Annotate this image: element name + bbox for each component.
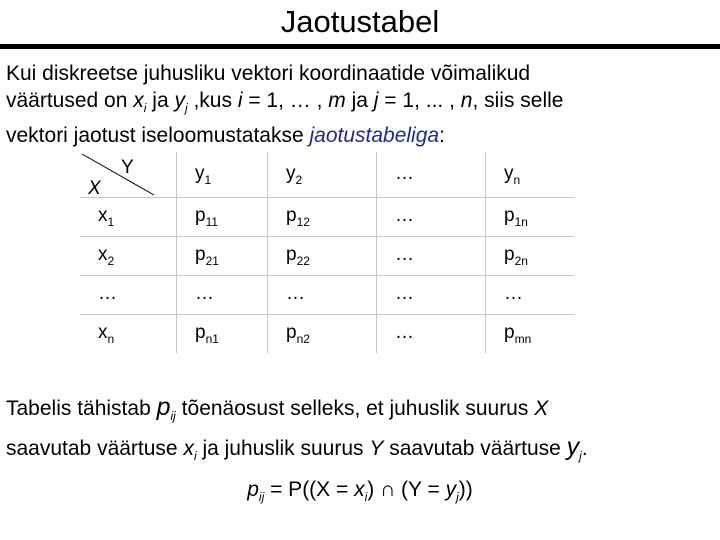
row-label — [80, 315, 177, 354]
cell-sub: n2 — [296, 331, 310, 346]
text: = P((X = — [264, 478, 355, 501]
cell-base: y — [504, 162, 514, 184]
var-p: p — [247, 478, 259, 501]
text: = 1, … , — [242, 89, 329, 112]
cell-sub: mn — [514, 331, 532, 346]
intro-line-1: Kui diskreetse juhusliku vektori koordinaatide võimalikud — [6, 62, 531, 85]
cell-base: … — [395, 283, 414, 305]
var-y: y — [566, 433, 580, 462]
var-y: y — [174, 89, 185, 112]
table-cell — [486, 237, 575, 276]
cell-sub: n — [107, 331, 115, 346]
sub-i: i — [143, 101, 147, 116]
var-n: n — [460, 89, 473, 112]
var-x: x — [354, 478, 365, 501]
text: : — [439, 124, 445, 148]
sub-j: j — [184, 101, 188, 116]
table-row — [80, 198, 574, 237]
row-label — [80, 198, 177, 237]
title-divider — [0, 44, 720, 49]
table-cell — [268, 198, 377, 237]
corner-cell — [80, 152, 177, 198]
text: ,kus — [187, 89, 238, 112]
text: vektori jaotust iseloomustatakse — [6, 124, 310, 148]
jaotustabel-link[interactable]: jaotustabeliga — [309, 124, 440, 148]
table-cell — [177, 237, 268, 276]
cell-sub: 1 — [107, 214, 115, 229]
table-cell — [486, 198, 575, 237]
cell-sub: 2n — [514, 253, 528, 268]
text: )) — [458, 478, 473, 501]
cell-base: p — [504, 205, 515, 227]
table-row — [80, 276, 574, 315]
cell-base: … — [504, 283, 523, 305]
cell-base: … — [195, 283, 214, 305]
text: ja juhuslik suurus — [196, 437, 370, 461]
var-y: y — [445, 478, 457, 501]
cell-base: p — [286, 205, 297, 227]
cell-sub: 1n — [514, 214, 528, 229]
cell-base: … — [98, 283, 117, 305]
text: ) — [367, 478, 381, 501]
table-cell — [377, 198, 486, 237]
cell-base: p — [195, 244, 206, 266]
text: = 1, ... , — [378, 89, 461, 112]
header-cell — [377, 152, 486, 198]
table-cell — [377, 276, 486, 315]
cell-sub: 1 — [204, 172, 212, 187]
table-cell — [177, 198, 268, 237]
table-row — [80, 315, 574, 354]
text: ja — [146, 89, 175, 112]
table-cell — [486, 276, 575, 315]
cell-base: x — [98, 244, 108, 266]
corner-y-label: Y — [121, 157, 134, 178]
table-cell — [268, 315, 377, 354]
table-cell — [268, 237, 377, 276]
text: ja — [345, 89, 374, 112]
text: , siis selle — [472, 89, 564, 112]
cell-base: … — [395, 244, 414, 266]
cell-base: … — [395, 322, 414, 344]
cell-base: … — [395, 205, 414, 227]
table-cell — [486, 315, 575, 354]
var-Y: Y — [369, 437, 384, 461]
cell-base: y — [286, 162, 296, 184]
table-cell — [377, 315, 486, 354]
intro-line-2 — [6, 87, 714, 122]
cell-base: p — [504, 244, 515, 266]
slide-title: Jaotustabel — [280, 4, 440, 39]
var-p: p — [156, 393, 171, 421]
cell-base: p — [286, 322, 297, 344]
table-row — [80, 237, 574, 276]
intersection-symbol: ∩ — [380, 478, 396, 501]
cell-sub: 2 — [295, 172, 303, 187]
cell-base: p — [195, 205, 206, 227]
cell-base: … — [286, 283, 305, 305]
var-m: m — [328, 89, 346, 112]
cell-sub: n — [513, 172, 521, 187]
probability-formula — [0, 478, 720, 504]
cell-base: x — [98, 205, 108, 227]
text: tõenäosust selleks, et juhuslik suurus — [175, 397, 535, 420]
sub-i: i — [364, 490, 368, 505]
cell-base: x — [98, 322, 108, 344]
table-cell — [177, 276, 268, 315]
explanation-paragraph — [6, 392, 718, 472]
cell-sub: n1 — [205, 331, 219, 346]
cell-base: p — [195, 322, 206, 344]
sub-j: j — [456, 490, 459, 505]
table-cell — [177, 315, 268, 354]
cell-sub: 11 — [205, 214, 219, 229]
text: Tabelis tähistab — [6, 397, 157, 420]
cell-base: … — [395, 162, 414, 184]
text: (Y = — [395, 478, 446, 501]
cell-sub: 21 — [205, 253, 219, 268]
header-cell — [268, 152, 377, 198]
text: saavutab väärtuse — [383, 437, 567, 461]
var-x: x — [133, 89, 144, 112]
sub-j: j — [579, 449, 582, 464]
explanation-line-1 — [6, 392, 718, 432]
sub-i: i — [193, 449, 197, 464]
intro-line-3 — [6, 122, 714, 149]
var-x: x — [183, 437, 194, 461]
header-cell — [486, 152, 575, 198]
cell-base: y — [195, 162, 205, 184]
explanation-line-2 — [6, 432, 718, 472]
var-i: i — [237, 89, 243, 112]
cell-base: p — [286, 244, 297, 266]
text: . — [581, 437, 588, 461]
table-header-row — [80, 152, 574, 198]
cell-base: p — [504, 322, 515, 344]
text: saavutab väärtuse — [6, 437, 184, 461]
table-cell — [268, 276, 377, 315]
distribution-table — [80, 152, 574, 353]
cell-sub: 22 — [296, 253, 310, 268]
table-cell — [377, 237, 486, 276]
sub-ij: ij — [258, 490, 265, 505]
row-label — [80, 276, 177, 315]
var-j: j — [373, 89, 379, 112]
row-label — [80, 237, 177, 276]
intro-paragraph — [6, 60, 714, 149]
text: väärtused on — [6, 89, 134, 112]
corner-x-label: X — [88, 178, 101, 199]
var-X: X — [534, 397, 549, 420]
header-cell — [177, 152, 268, 198]
cell-sub: 2 — [107, 253, 115, 268]
sub-ij: ij — [170, 409, 176, 424]
cell-sub: 12 — [296, 214, 310, 229]
